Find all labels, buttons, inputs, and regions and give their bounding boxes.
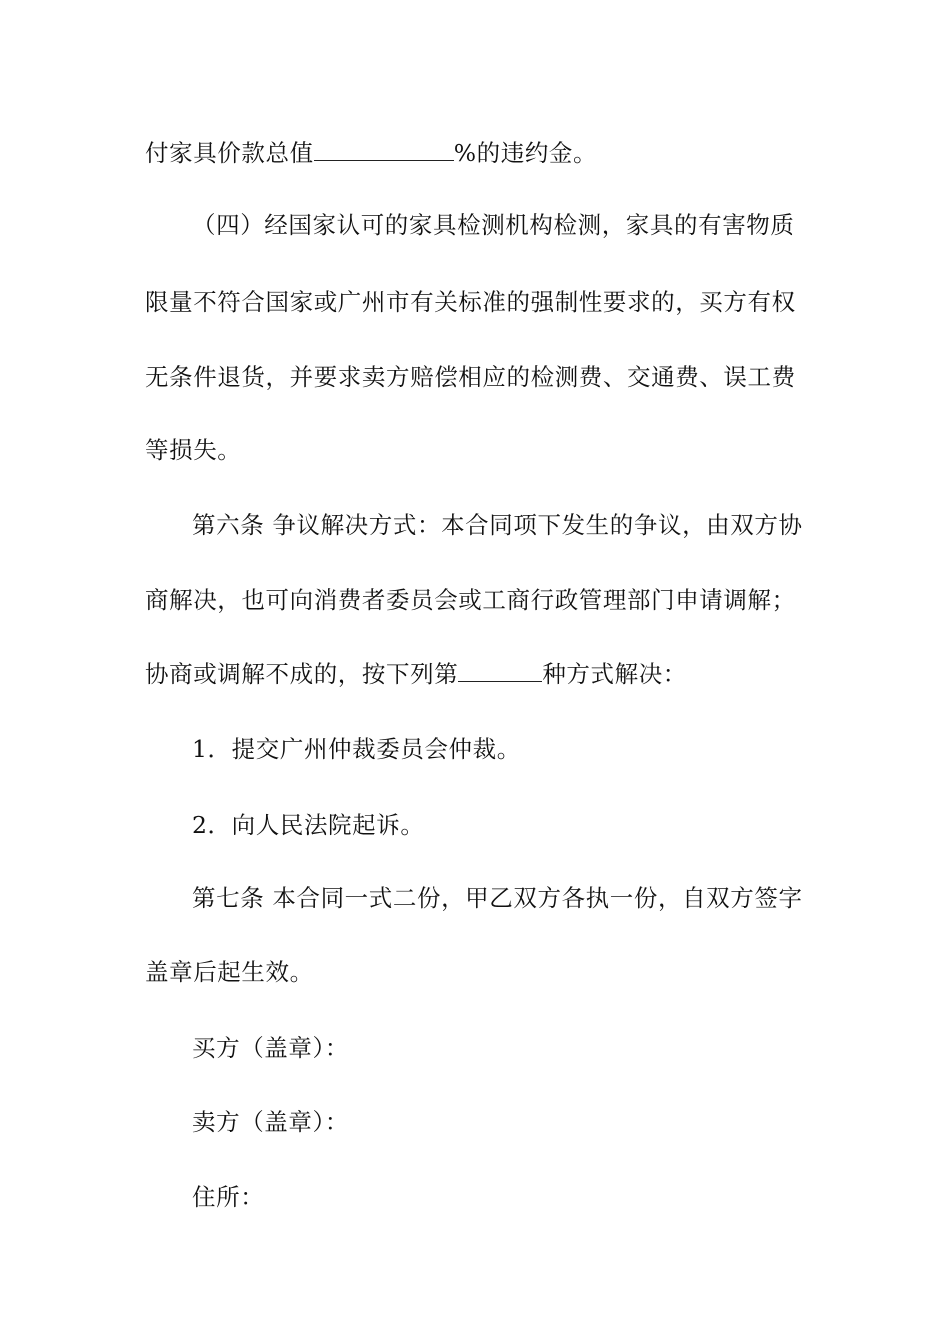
article-6-line-2: 商解决，也可向消费者委员会或工商行政管理部门申请调解； bbox=[145, 586, 796, 614]
buyer-seal-label: 买方（盖章）： bbox=[192, 1034, 349, 1062]
penalty-clause-line bbox=[145, 138, 810, 168]
article-6-line-1: 第六条 争议解决方式：本合同项下发生的争议，由双方协 bbox=[192, 511, 803, 539]
dispute-method-text-end: 种方式解决： bbox=[542, 660, 687, 688]
seller-seal-label: 卖方（盖章）： bbox=[192, 1108, 349, 1136]
clause-4-line-4: 等损失。 bbox=[145, 436, 242, 464]
option-2-litigation: 2．向人民法院起诉。 bbox=[192, 811, 425, 839]
clause-4-line-3: 无条件退货，并要求卖方赔偿相应的检测费、交通费、误工费 bbox=[145, 363, 796, 391]
dispute-method-line bbox=[145, 659, 810, 689]
article-7-line-1: 第七条 本合同一式二份，甲乙双方各执一份，自双方签字 bbox=[192, 884, 803, 912]
clause-4-line-2: 限量不符合国家或广州市有关标准的强制性要求的，买方有权 bbox=[145, 288, 796, 316]
clause-4-line-1: （四）经国家认可的家具检测机构检测，家具的有害物质 bbox=[192, 211, 795, 239]
penalty-percent-blank[interactable] bbox=[314, 140, 454, 161]
dispute-method-text-start: 协商或调解不成的，按下列第 bbox=[145, 660, 459, 688]
penalty-text-end: %的违约金。 bbox=[453, 139, 598, 167]
penalty-text-start: 付家具价款总值 bbox=[145, 139, 314, 167]
article-7-line-2: 盖章后起生效。 bbox=[145, 958, 314, 986]
option-1-arbitration: 1．提交广州仲裁委员会仲裁。 bbox=[192, 735, 521, 763]
dispute-method-blank[interactable] bbox=[458, 661, 542, 682]
address-label: 住所： bbox=[192, 1183, 265, 1211]
